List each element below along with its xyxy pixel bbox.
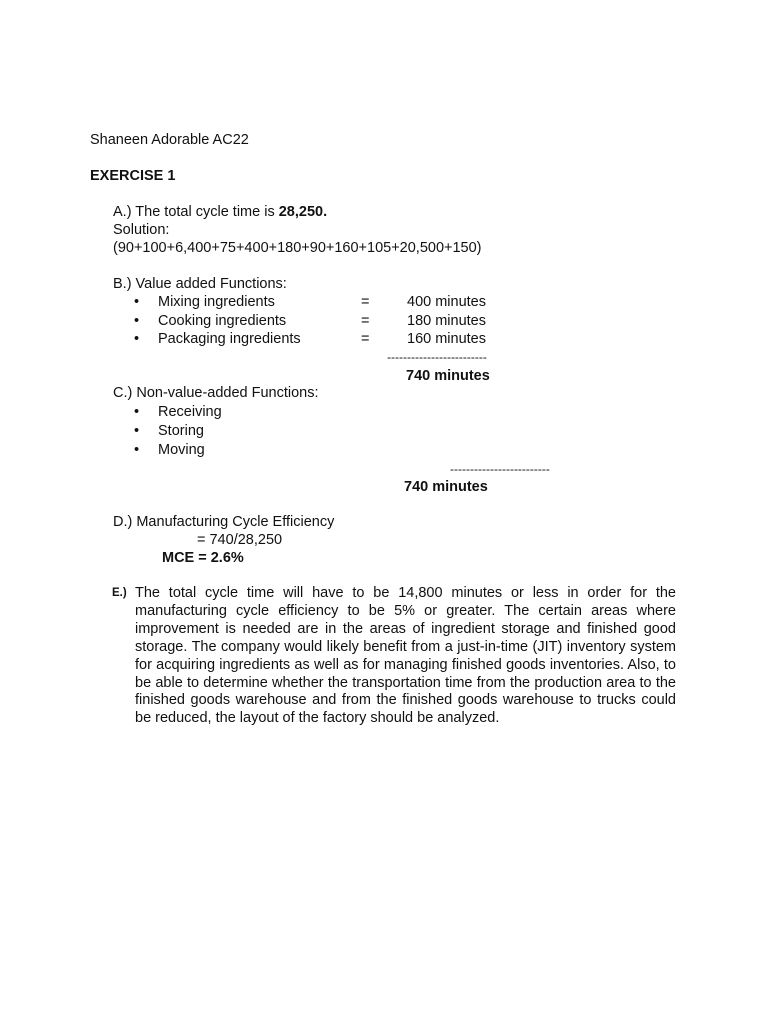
value-added-item-equals: =	[361, 313, 370, 329]
solution-label: Solution:	[113, 222, 170, 238]
section-b-total: 740 minutes	[406, 368, 490, 384]
section-e-label: E.)	[112, 587, 127, 599]
section-c-divider: -------------------------	[450, 462, 550, 476]
value-added-item-name: • Packaging ingredients	[158, 330, 301, 348]
section-b-divider: -------------------------	[387, 350, 487, 364]
mce-formula: = 740/28,250	[197, 532, 283, 548]
value-added-item-value: 180 minutes	[407, 313, 486, 329]
non-value-added-item: • Receiving	[158, 403, 222, 421]
value-added-item-value: 160 minutes	[407, 331, 486, 347]
section-b-heading: B.) Value added Functions:	[113, 276, 287, 292]
exercise-title: EXERCISE 1	[90, 168, 176, 184]
solution-formula: (90+100+6,400+75+400+180+90+160+105+20,500+150)	[113, 240, 482, 256]
section-c-heading: C.) Non-value-added Functions:	[113, 385, 319, 401]
section-c-total: 740 minutes	[404, 479, 488, 495]
section-a-text: A.) The total cycle time is	[113, 204, 275, 220]
mce-result: MCE = 2.6%	[162, 550, 244, 566]
section-d-heading: D.) Manufacturing Cycle Efficiency	[113, 514, 335, 530]
section-e-paragraph: The total cycle time will have to be 14,800 minutes or less in order for the manufacturing cycle efficiency to be 5% or greater. The certain areas where improvement is needed are in the areas of ingredient storage and finished good storage. The company would likely benefit from a just-in-time (JIT) inventory system for acquiring ingredients as well as for managing finished goods inventories. Also, to be able to determine whether the transportation time from the production area to the finished goods warehouse and from the finished goods warehouse to trucks could be reduced, the layout of the factory should be analyzed.	[135, 585, 676, 727]
value-added-item-value: 400 minutes	[407, 294, 486, 310]
value-added-item-name: • Mixing ingredients	[158, 293, 275, 311]
value-added-item-equals: =	[361, 331, 370, 347]
author-name: Shaneen Adorable AC22	[90, 132, 249, 148]
section-a-line	[113, 203, 327, 221]
value-added-item-equals: =	[361, 294, 370, 310]
value-added-item-name: • Cooking ingredients	[158, 312, 286, 330]
non-value-added-item: • Storing	[158, 422, 204, 440]
total-cycle-time-value: 28,250.	[278, 204, 328, 220]
non-value-added-item: • Moving	[158, 441, 205, 459]
